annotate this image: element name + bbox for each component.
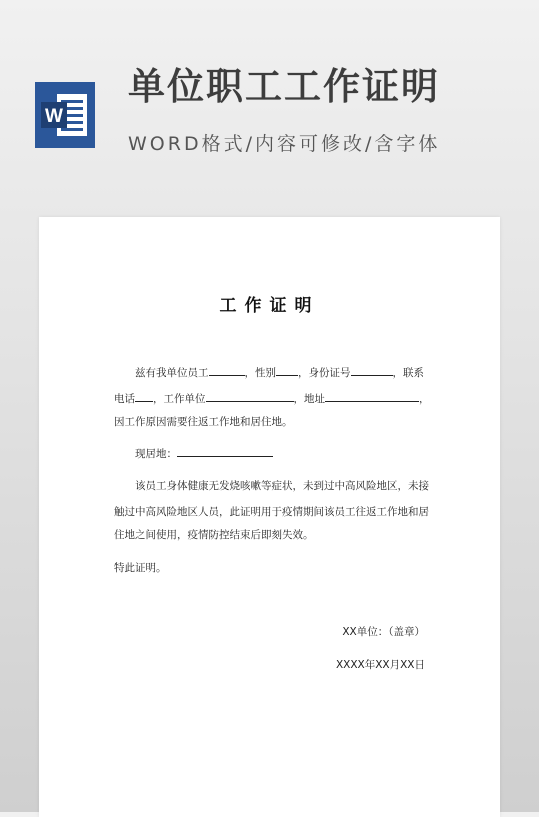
document-title: 工作证明 bbox=[219, 296, 320, 316]
residence-line: 现居地： bbox=[135, 446, 455, 461]
address-blank bbox=[325, 391, 419, 402]
paragraph-line: 住地之间使用，疫情防控结束后即刻失效。 bbox=[114, 529, 314, 541]
banner-subtitle: WORD格式/内容可修改/含字体 bbox=[128, 133, 441, 155]
banner-title: 单位职工工作证明 bbox=[128, 65, 440, 108]
name-blank bbox=[209, 365, 245, 376]
phone-blank bbox=[135, 391, 153, 402]
paragraph-line: 电话 ，工作单位 ，地址 ， bbox=[114, 393, 430, 405]
closing-text: 特此证明。 bbox=[114, 562, 167, 574]
id-blank bbox=[351, 365, 393, 376]
word-icon bbox=[35, 82, 95, 148]
paragraph-line: 该员工身体健康无发烧咳嗽等症状，未到过中高风险地区，未接 bbox=[135, 480, 429, 492]
word-icon-letter: W bbox=[45, 106, 63, 127]
gender-blank bbox=[276, 365, 298, 376]
date-line: XXXX年XX月XX日 bbox=[335, 659, 425, 671]
residence-blank bbox=[177, 446, 273, 457]
paragraph-line: 因工作原因需要往返工作地和居住地。 bbox=[114, 416, 293, 428]
paragraph-line: 触过中高风险地区人员，此证明用于疫情期间该员工往返工作地和居 bbox=[114, 506, 429, 518]
workplace-blank bbox=[206, 391, 294, 402]
document-page bbox=[39, 217, 500, 817]
paragraph-line: 兹有我单位员工 ，性别 ，身份证号 ，联系 bbox=[135, 367, 424, 379]
unit-signature: XX单位：（盖章） bbox=[342, 626, 425, 638]
